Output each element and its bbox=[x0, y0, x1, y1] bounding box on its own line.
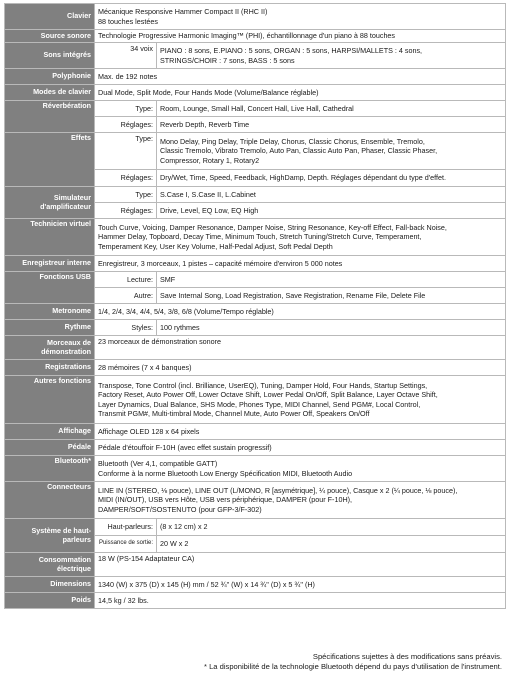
value-affichage: Affichage OLED 128 x 64 pixels bbox=[95, 424, 506, 440]
value-effets-type bbox=[157, 133, 506, 170]
value-clavier-line: Mécanique Responsive Hammer Compact II (RHC II) bbox=[98, 7, 268, 17]
label-hautparleurs bbox=[5, 519, 95, 553]
label-hautparleurs-line: parleurs bbox=[62, 534, 91, 544]
label-hautparleurs-line: Système de haut- bbox=[31, 525, 91, 535]
value-usb-read: SMF bbox=[157, 272, 506, 288]
label-reverb: Réverbération bbox=[5, 101, 95, 133]
label-modes: Modes de clavier bbox=[5, 85, 95, 101]
value-autres-line: Transmit PGM#, Multi-timbral Mode, Channel Mute, Auto Power Off, Speakers On/Off bbox=[98, 408, 370, 418]
value-sons-line: PIANO : 8 sons, E.PIANO : 5 sons, ORGAN : 5 sons, HARPSI/MALLETS : 4 sons, bbox=[160, 46, 423, 56]
sub-reverb-type: Type: bbox=[95, 101, 157, 117]
value-reverb-settings: Reverb Depth, Reverb Time bbox=[157, 117, 506, 133]
value-demo: 23 morceaux de démonstration sonore bbox=[95, 336, 506, 360]
sub-reverb-settings: Réglages: bbox=[95, 117, 157, 133]
row-registrations bbox=[5, 360, 506, 376]
label-connecteurs: Connecteurs bbox=[5, 482, 95, 519]
label-consommation bbox=[5, 553, 95, 577]
sub-simulateur-type: Type: bbox=[95, 187, 157, 203]
value-autres-line: Factory Reset, Auto Power Off, Lower Octave Shift, Lower Pedal On/Off, Split Balance, Layer Octave Shift, bbox=[98, 390, 438, 400]
value-source: Technologie Progressive Harmonic Imaging™ (PHI), échantillonnage d'un piano à 88 touches bbox=[95, 30, 506, 43]
row-affichage bbox=[5, 424, 506, 440]
label-dimensions: Dimensions bbox=[5, 577, 95, 593]
row-source bbox=[5, 30, 506, 43]
value-dimensions: 1340 (W) x 375 (D) x 145 (H) mm / 52 ¾" (W) x 14 ¾" (D) x 5 ¾" (H) bbox=[95, 577, 506, 593]
sub-effets-type: Type: bbox=[95, 133, 157, 170]
value-rythme: 100 rythmes bbox=[157, 320, 506, 336]
value-usb-other: Save Internal Song, Load Registration, Save Registration, Rename File, Delete File bbox=[157, 288, 506, 304]
value-bluetooth-line: Bluetooth (Ver 4,1, compatible GATT) bbox=[98, 459, 218, 469]
label-poids: Poids bbox=[5, 593, 95, 609]
row-bluetooth bbox=[5, 456, 506, 482]
row-rythme bbox=[5, 320, 506, 336]
footnote-bluetooth: * La disponibilité de la technologie Bluetooth dépend du pays d'utilisation de l'instrument. bbox=[204, 662, 502, 671]
value-modes: Dual Mode, Split Mode, Four Hands Mode (Volume/Balance réglable) bbox=[95, 85, 506, 101]
row-simulateur-type bbox=[5, 187, 506, 203]
value-hautparleurs-hp: (8 x 12 cm) x 2 bbox=[157, 519, 506, 536]
sub-sons: 34 voix bbox=[95, 43, 157, 69]
value-connecteurs-line: LINE IN (STEREO, ⅛ pouce), LINE OUT (L/MONO, R [asymétrique], ¼ pouce), Casque x 2 (¼ pouce, ⅛ pouce), bbox=[98, 486, 458, 496]
row-autres bbox=[5, 376, 506, 424]
row-usb-read bbox=[5, 272, 506, 288]
label-autres: Autres fonctions bbox=[5, 376, 95, 424]
value-technicien-line: Temperament Key, User Key Volume, Half-Pedal Adjust, Soft Pedal Depth bbox=[98, 241, 333, 251]
label-affichage: Affichage bbox=[5, 424, 95, 440]
value-autres-line: Transpose, Tone Control (incl. Brilliance, UserEQ), Tuning, Damper Hold, Four Hands, Startup Settings, bbox=[98, 381, 428, 391]
label-sons: Sons intégrés bbox=[5, 43, 95, 69]
value-effets-line: Mono Delay, Ping Delay, Triple Delay, Chorus, Classic Chorus, Ensemble, Tremolo, bbox=[160, 137, 425, 147]
sub-usb-other: Autre: bbox=[95, 288, 157, 304]
label-consommation-line: Consommation bbox=[38, 554, 91, 564]
label-consommation-line: électrique bbox=[57, 563, 91, 573]
value-bluetooth-line: Conforme à la norme Bluetooth Low Energy Spécification MIDI, Bluetooth Audio bbox=[98, 468, 353, 478]
value-reverb-type: Room, Lounge, Small Hall, Concert Hall, Live Hall, Cathedral bbox=[157, 101, 506, 117]
footnotes bbox=[62, 652, 502, 672]
row-effets-type bbox=[5, 133, 506, 170]
row-connecteurs bbox=[5, 482, 506, 519]
value-clavier bbox=[95, 4, 506, 30]
value-polyphonie: Max. de 192 notes bbox=[95, 69, 506, 85]
value-simulateur-type: S.Case I, S.Case II, L.Cabinet bbox=[157, 187, 506, 203]
label-clavier: Clavier bbox=[5, 4, 95, 30]
row-sons bbox=[5, 43, 506, 69]
value-hautparleurs-power: 20 W x 2 bbox=[157, 536, 506, 553]
sub-hautparleurs-hp: Haut-parleurs: bbox=[95, 519, 157, 536]
label-technicien: Technicien virtuel bbox=[5, 219, 95, 256]
row-enregistreur bbox=[5, 256, 506, 272]
label-demo-line: Morceaux de bbox=[47, 337, 91, 347]
sub-simulateur-settings: Réglages: bbox=[95, 203, 157, 219]
label-pedale: Pédale bbox=[5, 440, 95, 456]
value-simulateur-settings: Drive, Level, EQ Low, EQ High bbox=[157, 203, 506, 219]
value-registrations: 28 mémoires (7 x 4 banques) bbox=[95, 360, 506, 376]
label-usb: Fonctions USB bbox=[5, 272, 95, 304]
value-consommation: 18 W (PS-154 Adaptateur CA) bbox=[95, 553, 506, 577]
row-consommation bbox=[5, 553, 506, 577]
value-autres-line: Layer Dynamics, Dual Balance, SHS Mode, Phones Type, MIDI Channel, Send PGM#, Local Control, bbox=[98, 399, 421, 409]
row-technicien bbox=[5, 219, 506, 256]
label-demo-line: démonstration bbox=[41, 346, 91, 356]
label-rythme: Rythme bbox=[5, 320, 95, 336]
row-modes bbox=[5, 85, 506, 101]
value-connecteurs-line: DAMPER/SOFT/SOSTENUTO (pour GFP-3/F-302) bbox=[98, 504, 262, 514]
row-dimensions bbox=[5, 577, 506, 593]
value-bluetooth bbox=[95, 456, 506, 482]
row-polyphonie bbox=[5, 69, 506, 85]
value-connecteurs-line: MIDI (IN/OUT), USB vers Hôte, USB vers périphérique, DAMPER (pour F-10H), bbox=[98, 495, 353, 505]
value-sons-line: STRINGS/CHOIR : 7 sons, BASS : 5 sons bbox=[160, 55, 295, 65]
value-technicien bbox=[95, 219, 506, 256]
specifications-table bbox=[4, 3, 506, 609]
row-hautparleurs-hp bbox=[5, 519, 506, 536]
label-simulateur-line: Simulateur bbox=[53, 192, 91, 202]
value-sons bbox=[157, 43, 506, 69]
value-enregistreur: Enregistreur, 3 morceaux, 1 pistes – capacité mémoire d'environ 5 000 notes bbox=[95, 256, 506, 272]
row-pedale bbox=[5, 440, 506, 456]
label-polyphonie: Polyphonie bbox=[5, 69, 95, 85]
value-effets-settings: Dry/Wet, Time, Speed, Feedback, HighDamp, Depth. Réglages dépendant du type d'effet. bbox=[157, 170, 506, 187]
label-enregistreur: Enregistreur interne bbox=[5, 256, 95, 272]
row-demo bbox=[5, 336, 506, 360]
sub-rythme: Styles: bbox=[95, 320, 157, 336]
value-effets-line: Classic Tremolo, Vibrato Tremolo, Auto Pan, Classic Auto Pan, Phaser, Classic Phaser, bbox=[160, 146, 438, 156]
value-connecteurs bbox=[95, 482, 506, 519]
row-clavier bbox=[5, 4, 506, 30]
row-poids bbox=[5, 593, 506, 609]
label-simulateur bbox=[5, 187, 95, 219]
label-bluetooth: Bluetooth* bbox=[5, 456, 95, 482]
label-metronome: Metronome bbox=[5, 304, 95, 320]
value-clavier-line: 88 touches lestées bbox=[98, 16, 158, 26]
value-poids: 14,5 kg / 32 lbs. bbox=[95, 593, 506, 609]
sub-effets-settings: Réglages: bbox=[95, 170, 157, 187]
value-pedale: Pédale d'étouffoir F-10H (avec effet sustain progressif) bbox=[95, 440, 506, 456]
label-demo bbox=[5, 336, 95, 360]
row-reverb-type bbox=[5, 101, 506, 117]
sub-usb-read: Lecture: bbox=[95, 272, 157, 288]
label-effets: Effets bbox=[5, 133, 95, 187]
value-effets-line: Compressor, Rotary 1, Rotary2 bbox=[160, 155, 260, 165]
value-autres bbox=[95, 376, 506, 424]
footnote-specs: Spécifications sujettes à des modifications sans préavis. bbox=[312, 652, 502, 661]
value-metronome: 1/4, 2/4, 3/4, 4/4, 5/4, 3/8, 6/8 (Volume/Tempo réglable) bbox=[95, 304, 506, 320]
value-technicien-line: Touch Curve, Voicing, Damper Resonance, Damper Noise, String Resonance, Key-off Effect, Fall-back Noise, bbox=[98, 223, 447, 233]
value-technicien-line: Hammer Delay, Topboard, Decay Time, Minimum Touch, Stretch Tuning/Stretch Curve, Temperament, bbox=[98, 232, 422, 242]
label-simulateur-line: d'amplificateur bbox=[40, 201, 91, 211]
sub-hautparleurs-power: Puissance de sortie: bbox=[95, 536, 157, 553]
row-metronome bbox=[5, 304, 506, 320]
label-registrations: Registrations bbox=[5, 360, 95, 376]
label-source: Source sonore bbox=[5, 30, 95, 43]
